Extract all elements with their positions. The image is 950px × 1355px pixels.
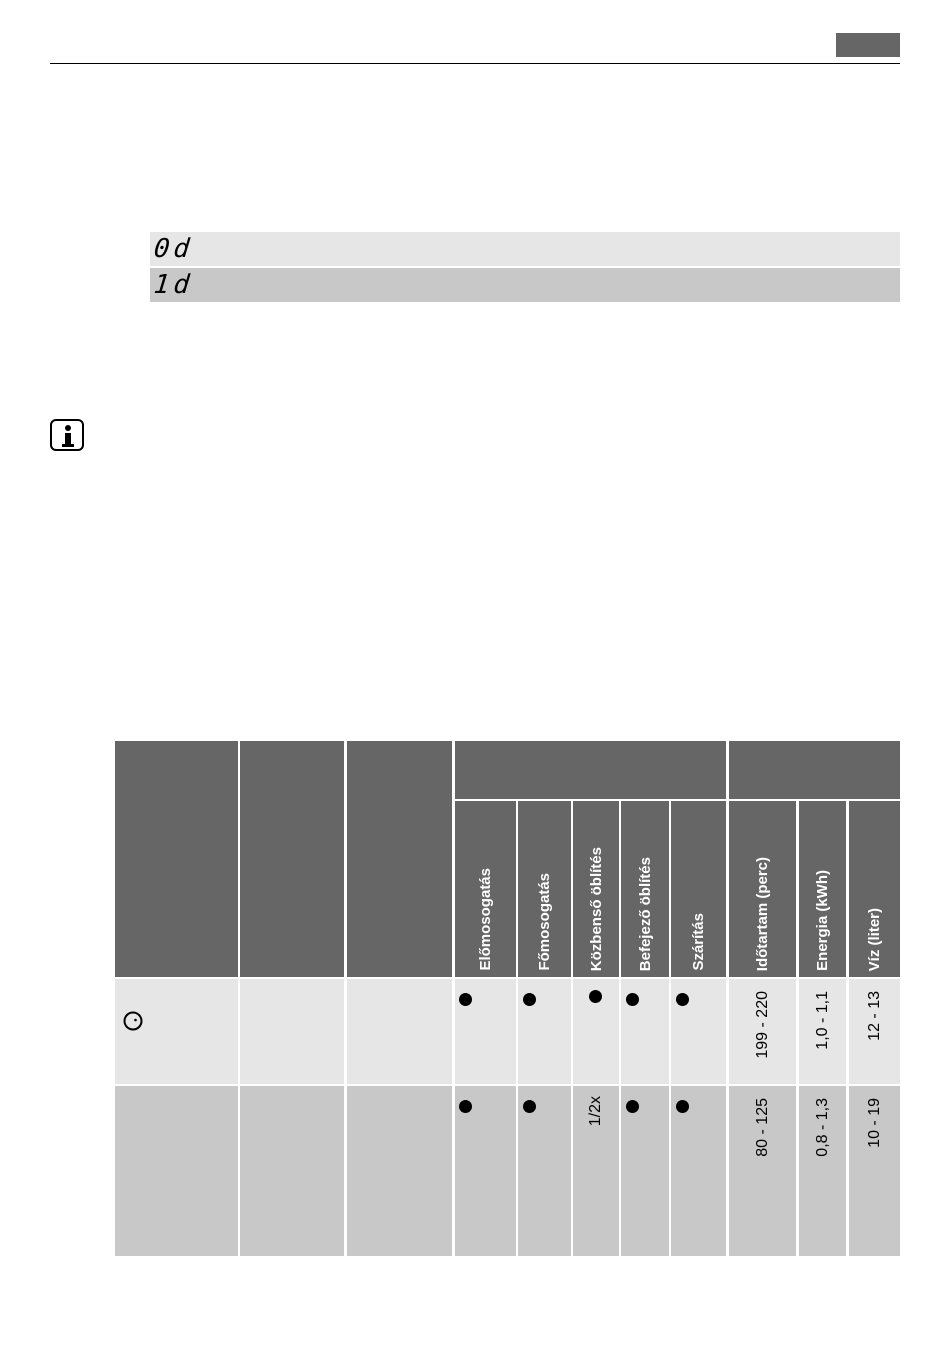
phase-dot bbox=[523, 993, 536, 1006]
table-row-program-cell bbox=[115, 1086, 238, 1256]
table-cell bbox=[849, 979, 900, 1084]
info-icon bbox=[50, 419, 84, 451]
duration-value: 80 - 125 bbox=[753, 1098, 771, 1157]
header-duration: Időtartam (perc) bbox=[729, 801, 796, 977]
header-program bbox=[115, 741, 238, 977]
phase-count: 1/2x bbox=[587, 1096, 604, 1127]
table-cell bbox=[671, 979, 726, 1084]
table-cell bbox=[518, 979, 571, 1084]
table-cell bbox=[573, 979, 619, 1084]
phase-dot bbox=[523, 1100, 536, 1113]
table-cell bbox=[849, 1086, 900, 1256]
display-code-row bbox=[150, 268, 900, 302]
energy-value: 1,0 - 1,1 bbox=[813, 991, 831, 1050]
table-cell bbox=[621, 1086, 669, 1256]
phase-dot bbox=[626, 1100, 639, 1113]
table-cell bbox=[347, 979, 452, 1084]
duration-value: 199 - 220 bbox=[753, 991, 771, 1059]
header-energy: Energia (kWh) bbox=[799, 801, 846, 977]
table-cell bbox=[799, 979, 846, 1084]
display-code: 0d bbox=[152, 234, 195, 264]
table-cell bbox=[240, 1086, 344, 1256]
table-cell bbox=[799, 1086, 846, 1256]
phase-dot bbox=[676, 1100, 689, 1113]
water-value: 10 - 19 bbox=[865, 1098, 883, 1148]
header-water: Víz (liter) bbox=[849, 801, 900, 977]
header-final-rinse: Befejező öblítés bbox=[621, 801, 669, 977]
table-cell bbox=[518, 1086, 571, 1256]
energy-value: 0,8 - 1,3 bbox=[813, 1098, 831, 1157]
header-divider bbox=[50, 63, 900, 64]
phase-dot bbox=[676, 993, 689, 1006]
header-load bbox=[347, 741, 452, 977]
header-prewash: Előmosogatás bbox=[455, 801, 516, 977]
header-mainwash: Főmosogatás bbox=[518, 801, 571, 977]
language-tab bbox=[836, 33, 900, 57]
table-cell bbox=[621, 979, 669, 1084]
phase-dot bbox=[626, 993, 639, 1006]
table-cell bbox=[240, 979, 344, 1084]
table-cell bbox=[729, 979, 796, 1084]
table-row-program-cell bbox=[115, 979, 238, 1084]
table-cell bbox=[573, 1086, 619, 1256]
header-drying: Szárítás bbox=[671, 801, 726, 977]
header-phases-group bbox=[455, 741, 726, 799]
table-cell bbox=[347, 1086, 452, 1256]
phase-dot bbox=[589, 990, 602, 1003]
table-cell bbox=[455, 979, 516, 1084]
table-cell bbox=[671, 1086, 726, 1256]
phase-dot bbox=[459, 993, 472, 1006]
water-value: 12 - 13 bbox=[865, 991, 883, 1041]
program-table bbox=[115, 741, 900, 1256]
display-code-row bbox=[150, 232, 900, 266]
eco-program-icon bbox=[123, 1011, 143, 1031]
display-code: 1d bbox=[152, 270, 195, 300]
phase-dot bbox=[459, 1100, 472, 1113]
header-consumption-group bbox=[729, 741, 900, 799]
header-intermediate-rinse: Közbenső öblítés bbox=[573, 801, 619, 977]
header-soil bbox=[240, 741, 344, 977]
table-cell bbox=[729, 1086, 796, 1256]
table-cell bbox=[455, 1086, 516, 1256]
